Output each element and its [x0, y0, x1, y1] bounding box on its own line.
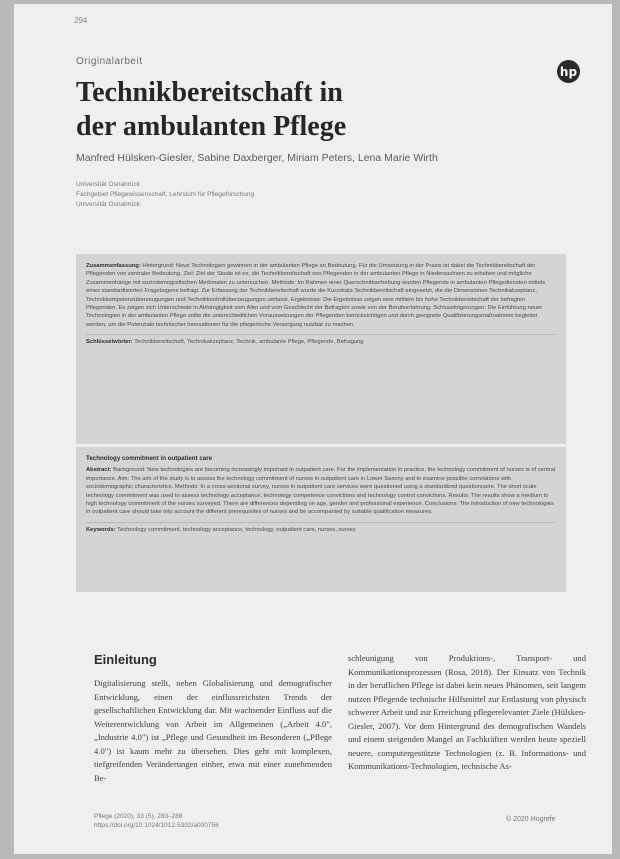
- abstract-en-text: Background: New technologies are becoming increasingly important in outpatient care. For the implementation in practice, the technology commitment of nurses is of central importance. Aim: The aim of the study is to assess the technology commitment of nurses in outpatient care in Lower Saxony and to examine possible correlations with sociodemographic characteristics. Methods: In a cross-sectional survey, nurses in outpatient care services were questioned using a standardized questionnaire. The short scale technology commitment was used to assess technology acceptance, technology competence convictions and technology control convictions. Results: The results show a medium to high technology commitment of the nurses surveyed. There are differences depending on age, gender and professional experience. Conclusions: The introduction of new technologies in outpatient care should take into account the different prerequisites of nurses and be accompanied by suitable qualification measures.: [86, 467, 556, 516]
- keywords-de: [86, 334, 556, 346]
- abstract-english-box: [76, 447, 566, 592]
- author-list: Manfred Hülsken-Giesler, Sabine Daxberger, Miriam Peters, Lena Marie Wirth: [76, 152, 438, 164]
- body-column-right: [348, 652, 586, 774]
- body-column-left: [94, 652, 332, 785]
- keywords-en: [86, 522, 556, 534]
- keywords-en-text: Technology commitment, technology acceptance, technology, outpatient care, nurses, survey: [117, 526, 356, 533]
- section-heading: Einleitung: [94, 652, 157, 667]
- page-number: 294: [74, 16, 88, 25]
- affiliations: [76, 180, 546, 210]
- abstract-de-text: Hintergrund: Neue Technologien gewinnen in der ambulanten Pflege an Bedeutung. Für die Umsetzung in der Praxis ist dabei die Technikbereitschaft der Pflegenden von zentraler Bedeutung. Ziel: Ziel der Studie ist es, die Technikbereitschaft von Pflegenden in der ambulanten Pflege in Niedersachsen zu erheben und mögliche Zusammenhänge mit soziodemografischen Merkmalen zu untersuchen. Methode: Im Rahmen einer Querschnittserhebung wurden Pflegende in ambulanten Pflegediensten mittels eines standardisierten Fragebogens befragt. Zur Erfassung der Technikbereitschaft wurde die Kurzskala Technikbereitschaft eingesetzt, die die Dimensionen Technikakzeptanz, Technikkompetenzüberzeugungen und Technikkontrollüberzeugungen umfasst. Ergebnisse: Die Ergebnisse zeigen eine mittlere bis hohe Technikbereitschaft der befragten Pflegenden. Es zeigen sich Unterschiede in Abhängigkeit vom Alter und vom Geschlecht der Befragten sowie von der Berufserfahrung. Schlussfolgerungen: Die Einführung neuer Technologien in der ambulanten Pflege sollte die unterschiedlichen Voraussetzungen der Pflegenden berücksichtigen und durch geeignete Qualifizierungsmaßnahmen begleitet werden, um die Potenziale technischer Innovationen für die pflegerische Versorgung nutzbar zu machen.: [86, 263, 546, 328]
- keywords-de-label: Schlüsselwörter:: [86, 339, 133, 346]
- footer-doi-link[interactable]: https://doi.org/10.1024/1012-5302/a000756: [94, 822, 219, 829]
- affiliation: Fachgebiet Pflegewissenschaft, Lehrstuhl für Pflegeforschung: [76, 191, 255, 198]
- footer-citation-journal: Pflege (2020), 33 (5), 283–288: [94, 813, 183, 820]
- footer-citation: [94, 812, 219, 830]
- abstract-de-label: Zusammenfassung:: [86, 263, 141, 269]
- body-paragraph: Digitalisierung stellt, neben Globalisierung und demografischer Entwicklung, einen der einflussreichsten Trends der gesellschaftlichen Entwicklung dar. Mit wachsender Einfluss auf die Weiterentwicklung von Arbeit im Allgemeinen („Arbeit 4.0", „Industrie 4.0") ist „Pflege und Gesundheit im Besonderen („Pflege 4.0") ist kaum mehr zu übersehen. Dies geht mit komplexen, tiefgreifenden Veränderungen einher, etwa mit einer zunehmenden Be-: [94, 678, 332, 783]
- keywords-en-label: Keywords:: [86, 526, 116, 533]
- publisher-logo-icon: hp: [557, 60, 580, 83]
- abstract-german-box: [76, 254, 566, 444]
- body-paragraph: schleunigung von Produktions-, Transport- und Kommunikationsprozessen (Rosa, 2018). Der Einsatz von Technik in der beruflichen Pflege ist dabei kein neues Phänomen, seit langem nutzen Pflegende technische Hilfsmittel zur Entlastung von physisch schwerer Arbeit und zur Erreichung pflegerelevanter Ziele (Hülsken-Giesler, 2007). Vor dem Hintergrund des demografischen Wandels und einem steigenden Mangel an Fachkräften werden heute speziell neuere, computergestützte Technologien (z. B. Informations- und Kommunikations-Technologien, technische As-: [348, 653, 586, 771]
- title-line-2: der ambulanten Pflege: [76, 111, 347, 142]
- affiliation: Universität Osnabrück: [76, 181, 140, 188]
- english-title: Technology commitment in outpatient care: [86, 455, 213, 462]
- article-title: [76, 76, 476, 144]
- journal-page: [14, 4, 612, 854]
- title-line-1: Technikbereitschaft in: [76, 77, 343, 108]
- footer-publisher: © 2020 Hogrefe: [506, 816, 556, 823]
- affiliation: Universität Osnabrück: [76, 201, 140, 208]
- abstract-en-label: Abstract:: [86, 467, 112, 474]
- keywords-de-text: Technikbereitschaft, Technikakzeptanz, Technik, ambulante Pflege, Pflegende, Befragung: [134, 339, 364, 346]
- article-type: Originalarbeit: [76, 56, 143, 67]
